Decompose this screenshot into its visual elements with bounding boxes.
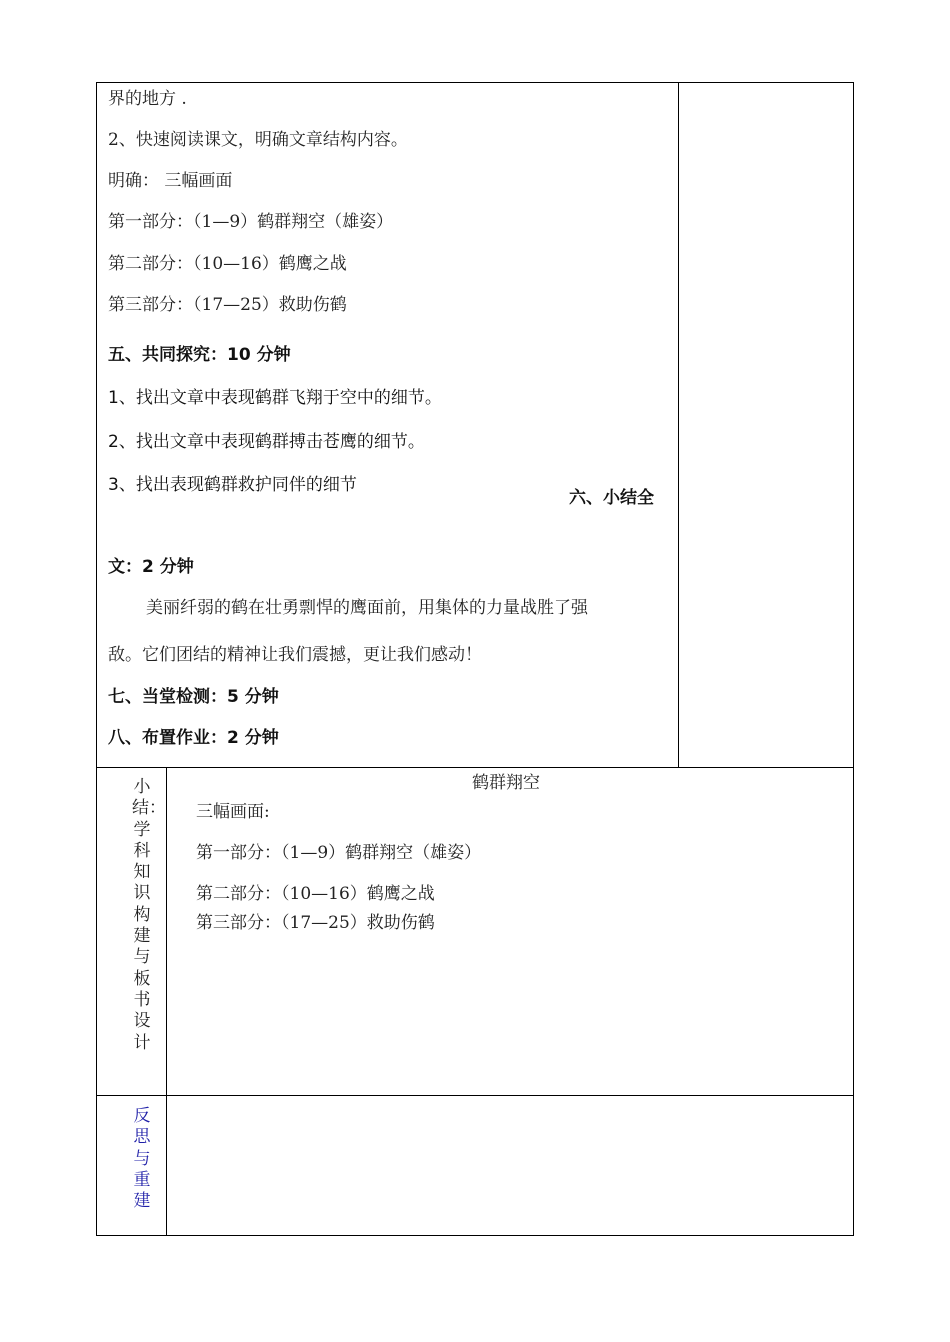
row-divider-board bbox=[96, 767, 854, 768]
summary-line-1: 美丽纤弱的鹤在壮勇剽悍的鹰面前，用集体的力量战胜了强 bbox=[146, 598, 588, 618]
section-6-heading-part-1: 六、小结全 bbox=[569, 488, 654, 508]
part-1-text: 第一部分：（1—9）鹤群翔空（雄姿） bbox=[108, 212, 394, 232]
section-8-heading: 八、布置作业：2 分钟 bbox=[108, 728, 279, 748]
top-right-column-divider bbox=[678, 82, 679, 768]
reflection-cell bbox=[167, 1096, 853, 1235]
board-title: 鹤群翔空 bbox=[472, 773, 540, 793]
part-2-text: 第二部分：（10—16）鹤鹰之战 bbox=[108, 254, 347, 274]
part-3-text: 第三部分：（17—25）救助伤鹤 bbox=[108, 295, 347, 315]
section-6-heading-part-2: 文：2 分钟 bbox=[108, 557, 194, 577]
clarify-text: 明确： 三幅画面 bbox=[108, 171, 233, 191]
question-2: 2、找出文章中表现鹤群搏击苍鹰的细节。 bbox=[108, 432, 425, 452]
section-5-heading: 五、共同探究：10 分钟 bbox=[108, 345, 291, 365]
question-1: 1、找出文章中表现鹤群飞翔于空中的细节。 bbox=[108, 388, 442, 408]
text-line-continuation: 界的地方 . bbox=[108, 89, 187, 109]
board-line-0: 三幅画面: bbox=[196, 802, 270, 822]
board-line-2: 第二部分：（10—16）鹤鹰之战 bbox=[196, 884, 435, 904]
reflection-label: 反思与重建 bbox=[133, 1106, 151, 1212]
section-7-heading: 七、当堂检测：5 分钟 bbox=[108, 687, 279, 707]
question-3: 3、找出表现鹤群救护同伴的细节 bbox=[108, 475, 357, 495]
step-2-text: 2、快速阅读课文，明确文章结构内容。 bbox=[108, 130, 408, 150]
board-line-1: 第一部分：（1—9）鹤群翔空（雄姿） bbox=[196, 843, 482, 863]
summary-line-2: 敌。它们团结的精神让我们震撼，更让我们感动！ bbox=[108, 645, 482, 665]
board-line-3: 第三部分：（17—25）救助伤鹤 bbox=[196, 913, 435, 933]
board-design-label: 小结：学科知识构建与板书设计 bbox=[132, 777, 166, 1053]
